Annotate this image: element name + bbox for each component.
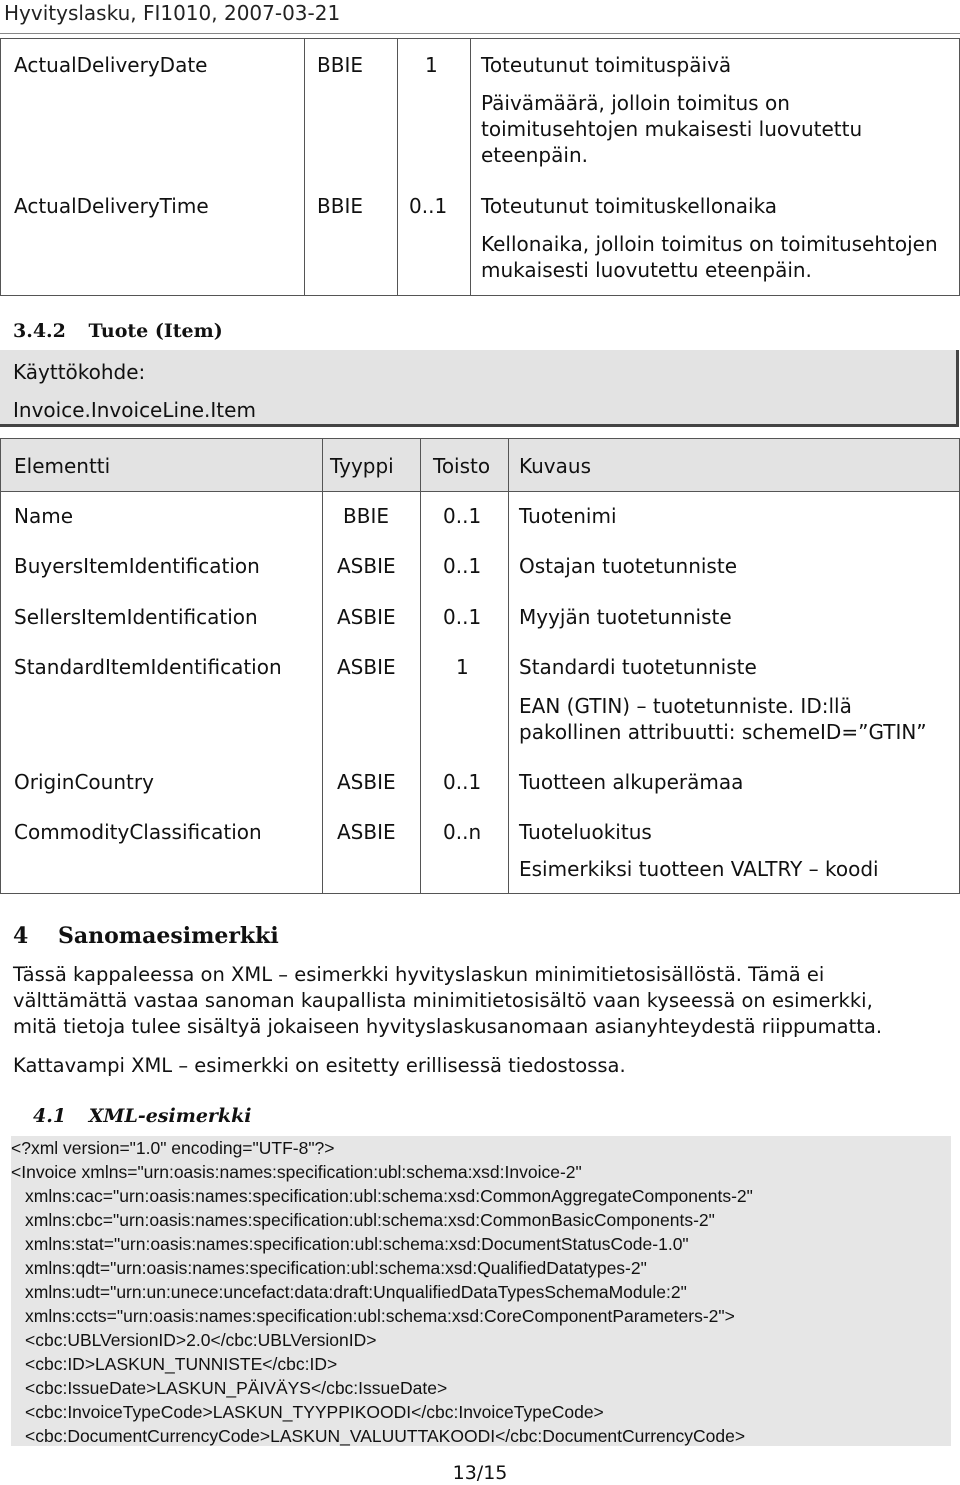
element-note-line: toimitusehtojen mukaisesti luovutettu — [481, 117, 863, 141]
header-occurrence: Toisto — [433, 454, 491, 478]
subsection-number: 4.1 — [33, 1105, 67, 1127]
element-occurrence: 0..1 — [443, 554, 482, 578]
element-occurrence: 0..1 — [443, 504, 482, 528]
code-line: xmlns:cac="urn:oasis:names:specification:ubl:schema:xsd:CommonAggregateComponents-2" — [25, 1186, 753, 1206]
element-occurrence: 1 — [425, 53, 438, 77]
element-name: SellersItemIdentification — [14, 605, 258, 629]
subsection-heading — [33, 1105, 251, 1127]
code-line: xmlns:stat="urn:oasis:names:specification:ubl:schema:xsd:DocumentStatusCode-1.0" — [25, 1234, 689, 1254]
table-divider — [397, 39, 398, 295]
chapter-number: 4 — [13, 923, 29, 949]
element-note-line: eteenpäin. — [481, 143, 588, 167]
element-name: CommodityClassification — [14, 820, 262, 844]
table-divider — [470, 39, 471, 295]
element-note-line: mukaisesti luovutettu eteenpäin. — [481, 258, 812, 282]
element-description: Standardi tuotetunniste — [519, 655, 757, 679]
section-heading — [13, 320, 223, 342]
element-description: Toteutunut toimituskellonaika — [481, 194, 778, 218]
element-occurrence: 0..1 — [409, 194, 448, 218]
table-divider — [322, 439, 323, 893]
subsection-title: XML-esimerkki — [88, 1105, 252, 1127]
chapter-title: Sanomaesimerkki — [57, 923, 279, 949]
usage-label: Käyttökohde: — [13, 360, 146, 384]
section-title: Tuote (Item) — [88, 320, 223, 342]
element-description: Tuoteluokitus — [519, 820, 652, 844]
code-line: <?xml version="1.0" encoding="UTF-8"?> — [11, 1138, 335, 1158]
header-rule — [0, 33, 960, 34]
element-note-line: Kellonaika, jolloin toimitus on toimitusehtojen — [481, 232, 938, 256]
element-note-line: EAN (GTIN) – tuotetunniste. ID:llä — [519, 694, 852, 718]
element-type: ASBIE — [337, 655, 396, 679]
usage-box — [0, 350, 959, 427]
element-name: StandardItemIdentification — [14, 655, 282, 679]
element-name: BuyersItemIdentification — [14, 554, 260, 578]
element-type: BBIE — [317, 194, 363, 218]
page-header-title: Hyvityslasku, FI1010, 2007-03-21 — [4, 1, 341, 25]
element-name: ActualDeliveryDate — [14, 53, 208, 77]
table-divider — [420, 439, 421, 893]
element-name: OriginCountry — [14, 770, 154, 794]
code-line: <cbc:IssueDate>LASKUN_PÄIVÄYS</cbc:IssueDate> — [25, 1378, 448, 1398]
element-description: Myyjän tuotetunniste — [519, 605, 732, 629]
header-element: Elementti — [14, 454, 111, 478]
code-line: xmlns:cbc="urn:oasis:names:specification:ubl:schema:xsd:CommonBasicComponents-2" — [25, 1210, 715, 1230]
element-description: Toteutunut toimituspäivä — [481, 53, 732, 77]
paragraph-line: välttämättä vastaa sanoman kaupallista minimitietosisältö vaan kyseessä on esimerkki, — [13, 989, 873, 1012]
code-line: <cbc:UBLVersionID>2.0</cbc:UBLVersionID> — [25, 1330, 377, 1350]
paragraph-line: Kattavampi XML – esimerkki on esitetty erillisessä tiedostossa. — [13, 1054, 626, 1077]
element-note-line: pakollinen attribuutti: schemeID=”GTIN” — [519, 720, 927, 744]
code-line: <Invoice xmlns="urn:oasis:names:specification:ubl:schema:xsd:Invoice-2" — [11, 1162, 582, 1182]
paragraph-line: Tässä kappaleessa on XML – esimerkki hyvityslaskun minimitietosisällöstä. Tämä ei — [13, 963, 825, 986]
code-line: <cbc:DocumentCurrencyCode>LASKUN_VALUUTTAKOODI</cbc:DocumentCurrencyCode> — [25, 1426, 746, 1446]
table-divider — [304, 39, 305, 295]
element-name: Name — [14, 504, 74, 528]
delivery-table — [0, 38, 960, 296]
element-description: Tuotteen alkuperämaa — [519, 770, 744, 794]
code-line: <cbc:ID>LASKUN_TUNNISTE</cbc:ID> — [25, 1354, 338, 1374]
code-line: xmlns:qdt="urn:oasis:names:specification:ubl:schema:xsd:QualifiedDatatypes-2" — [25, 1258, 647, 1278]
element-type: ASBIE — [337, 554, 396, 578]
code-line: <cbc:InvoiceTypeCode>LASKUN_TYYPPIKOODI</cbc:InvoiceTypeCode> — [25, 1402, 604, 1422]
item-table — [0, 438, 960, 894]
element-occurrence: 0..n — [443, 820, 482, 844]
code-line: xmlns:udt="urn:un:unece:uncefact:data:draft:UnqualifiedDataTypesSchemaModule:2" — [25, 1282, 687, 1302]
element-type: BBIE — [317, 53, 363, 77]
element-name: ActualDeliveryTime — [14, 194, 209, 218]
usage-path: Invoice.InvoiceLine.Item — [13, 398, 256, 422]
element-type: ASBIE — [337, 605, 396, 629]
code-line: xmlns:ccts="urn:oasis:names:specification:ubl:schema:xsd:CoreComponentParameters-2"> — [25, 1306, 735, 1326]
element-description: Ostajan tuotetunniste — [519, 554, 737, 578]
element-note-line: Päivämäärä, jolloin toimitus on — [481, 91, 790, 115]
page-number: 13/15 — [452, 1462, 508, 1484]
element-occurrence: 0..1 — [443, 605, 482, 629]
element-type: BBIE — [343, 504, 389, 528]
paragraph-line: mitä tietoja tulee sisältyä jokaiseen hyvityslaskusanomaan asianyhteydestä riippumatta. — [13, 1015, 883, 1038]
header-type: Tyyppi — [330, 454, 394, 478]
table-divider — [508, 439, 509, 893]
header-description: Kuvaus — [519, 454, 591, 478]
element-occurrence: 1 — [456, 655, 469, 679]
element-note-line: Esimerkiksi tuotteen VALTRY – koodi — [519, 857, 879, 881]
element-description: Tuotenimi — [519, 504, 617, 528]
element-type: ASBIE — [337, 770, 396, 794]
chapter-heading — [13, 923, 279, 949]
element-occurrence: 0..1 — [443, 770, 482, 794]
section-number: 3.4.2 — [13, 320, 66, 342]
element-type: ASBIE — [337, 820, 396, 844]
